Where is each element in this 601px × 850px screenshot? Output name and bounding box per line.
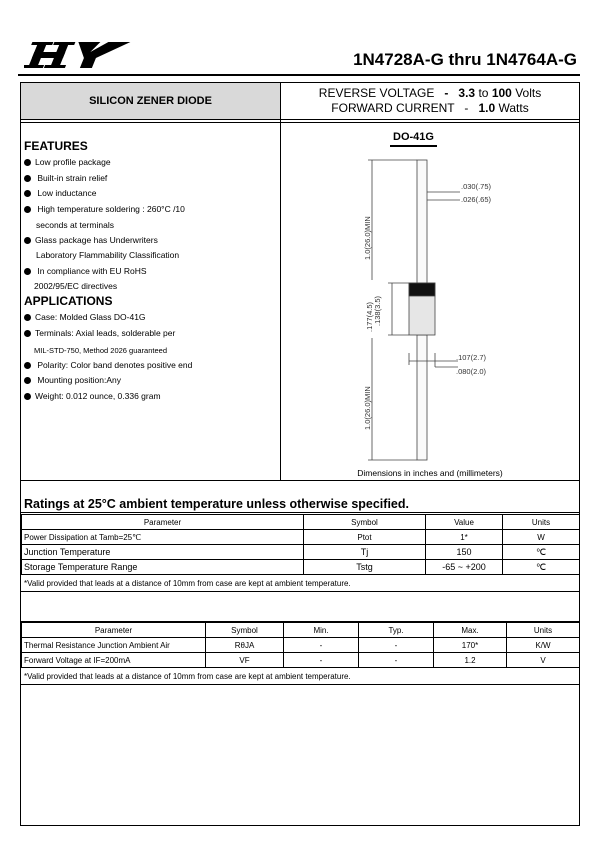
bullet-icon bbox=[24, 237, 31, 244]
features-heading: FEATURES bbox=[24, 139, 88, 153]
application-item: Weight: 0.012 ounce, 0.336 gram bbox=[24, 391, 161, 401]
feature-item: Low profile package bbox=[24, 157, 111, 167]
header-cell: Parameter bbox=[22, 515, 304, 530]
header-cell: Typ. bbox=[359, 623, 434, 638]
feature-item-continued: seconds at terminals bbox=[36, 220, 114, 230]
bullet-icon bbox=[24, 175, 31, 182]
table-cell: 150 bbox=[426, 545, 503, 560]
table-cell: Thermal Resistance Junction Ambient Air bbox=[22, 638, 206, 653]
application-item: Terminals: Axial leads, solderable per bbox=[24, 328, 175, 338]
feature-item: Glass package has Underwriters bbox=[24, 235, 158, 245]
do41g-outline-drawing bbox=[350, 155, 500, 465]
bullet-icon bbox=[24, 268, 31, 275]
lead-length-top: 1.0(26.0)MIN bbox=[363, 216, 372, 260]
header-cell: Symbol bbox=[304, 515, 426, 530]
header-cell: Value bbox=[426, 515, 503, 530]
table-row bbox=[22, 545, 580, 560]
body-diameter-min: .080(2.0) bbox=[456, 367, 487, 376]
table-cell: -65 ~ +200 bbox=[426, 560, 503, 575]
header-cell: Units bbox=[503, 515, 580, 530]
hy-logo bbox=[24, 38, 142, 72]
package-name: DO-41G bbox=[390, 131, 437, 147]
lead-diameter-min: .026(.65) bbox=[461, 195, 492, 204]
ratings-note: *Valid provided that leads at a distance of 10mm from case are kept at ambient temperature. bbox=[24, 579, 351, 588]
header-cell: Max. bbox=[434, 623, 507, 638]
table-header-row bbox=[22, 623, 580, 638]
table-cell: ℃ bbox=[503, 560, 580, 575]
body-length-min: .138(3.5) bbox=[373, 295, 382, 326]
section-rule bbox=[21, 591, 579, 592]
table-cell: ℃ bbox=[503, 545, 580, 560]
section-rule bbox=[21, 684, 579, 685]
table-cell: - bbox=[284, 638, 359, 653]
lead-diameter-max: .030(.75) bbox=[461, 182, 492, 191]
characteristics-table bbox=[21, 622, 580, 668]
header-cell: Min. bbox=[284, 623, 359, 638]
feature-item: Low inductance bbox=[24, 188, 96, 198]
table-cell: Tstg bbox=[304, 560, 426, 575]
characteristics-note: *Valid provided that leads at a distance of 10mm from case are kept at ambient temperature. bbox=[24, 672, 351, 681]
table-cell: VF bbox=[206, 653, 284, 668]
key-specs bbox=[281, 83, 579, 119]
feature-item-continued: 2002/95/EC directives bbox=[34, 281, 118, 291]
table-cell: RθJA bbox=[206, 638, 284, 653]
header-cell: Symbol bbox=[206, 623, 284, 638]
table-cell: - bbox=[284, 653, 359, 668]
table-row bbox=[22, 530, 580, 545]
table-cell: 170* bbox=[434, 638, 507, 653]
dimensions-caption: Dimensions in inches and (millimeters) bbox=[357, 468, 503, 478]
feature-item: Built-in strain relief bbox=[24, 173, 107, 183]
header-cell: Units bbox=[507, 623, 580, 638]
application-item: Polarity: Color band denotes positive end bbox=[24, 360, 192, 370]
feature-item: High temperature soldering : 260°C /10 bbox=[24, 204, 185, 214]
applications-heading: APPLICATIONS bbox=[24, 294, 113, 308]
body-length-max: .177(4.5) bbox=[365, 301, 374, 332]
feature-item-continued: Laboratory Flammability Classification bbox=[36, 250, 180, 260]
device-type: SILICON ZENER DIODE bbox=[21, 83, 280, 119]
table-cell: Tj bbox=[304, 545, 426, 560]
table-cell: 1.2 bbox=[434, 653, 507, 668]
table-cell: Junction Temperature bbox=[22, 545, 304, 560]
bullet-icon bbox=[24, 377, 31, 384]
bullet-icon bbox=[24, 393, 31, 400]
section-rule bbox=[21, 480, 579, 481]
header-rule bbox=[21, 119, 579, 120]
bullet-icon bbox=[24, 330, 31, 337]
bullet-icon bbox=[24, 159, 31, 166]
section-rule bbox=[21, 512, 579, 513]
application-item: Case: Molded Glass DO-41G bbox=[24, 312, 146, 322]
table-row bbox=[22, 560, 580, 575]
table-cell: Storage Temperature Range bbox=[22, 560, 304, 575]
table-row bbox=[22, 653, 580, 668]
lead-length-bottom: 1.0(26.0)MIN bbox=[363, 386, 372, 430]
ratings-title: Ratings at 25°C ambient temperature unless otherwise specified. bbox=[24, 497, 409, 511]
column-divider bbox=[280, 83, 281, 480]
table-cell: V bbox=[507, 653, 580, 668]
table-cell: - bbox=[359, 653, 434, 668]
title-rule bbox=[18, 74, 580, 76]
bullet-icon bbox=[24, 206, 31, 213]
header-cell: Parameter bbox=[22, 623, 206, 638]
feature-item: In compliance with EU RoHS bbox=[24, 266, 147, 276]
table-cell: W bbox=[503, 530, 580, 545]
table-header-row bbox=[22, 515, 580, 530]
table-cell: - bbox=[359, 638, 434, 653]
application-item: Mounting position:Any bbox=[24, 375, 121, 385]
table-cell: Ptot bbox=[304, 530, 426, 545]
bullet-icon bbox=[24, 190, 31, 197]
bullet-icon bbox=[24, 314, 31, 321]
header-rule-double bbox=[21, 122, 579, 123]
forward-current-line: FORWARD CURRENT - 1.0 Watts bbox=[331, 101, 529, 115]
table-row bbox=[22, 638, 580, 653]
ratings-table bbox=[21, 514, 580, 575]
part-range-title: 1N4728A-G thru 1N4764A-G bbox=[353, 50, 577, 69]
application-item-continued: MIL-STD-750, Method 2026 guaranteed bbox=[34, 346, 167, 355]
table-cell: K/W bbox=[507, 638, 580, 653]
table-cell: 1* bbox=[426, 530, 503, 545]
bullet-icon bbox=[24, 362, 31, 369]
table-cell: Power Dissipation at Tamb=25℃ bbox=[22, 530, 304, 545]
reverse-voltage-line: REVERSE VOLTAGE - 3.3 to 100 Volts bbox=[318, 86, 542, 100]
body-diameter-max: .107(2.7) bbox=[456, 353, 487, 362]
table-cell: Forward Voltage at IF=200mA bbox=[22, 653, 206, 668]
